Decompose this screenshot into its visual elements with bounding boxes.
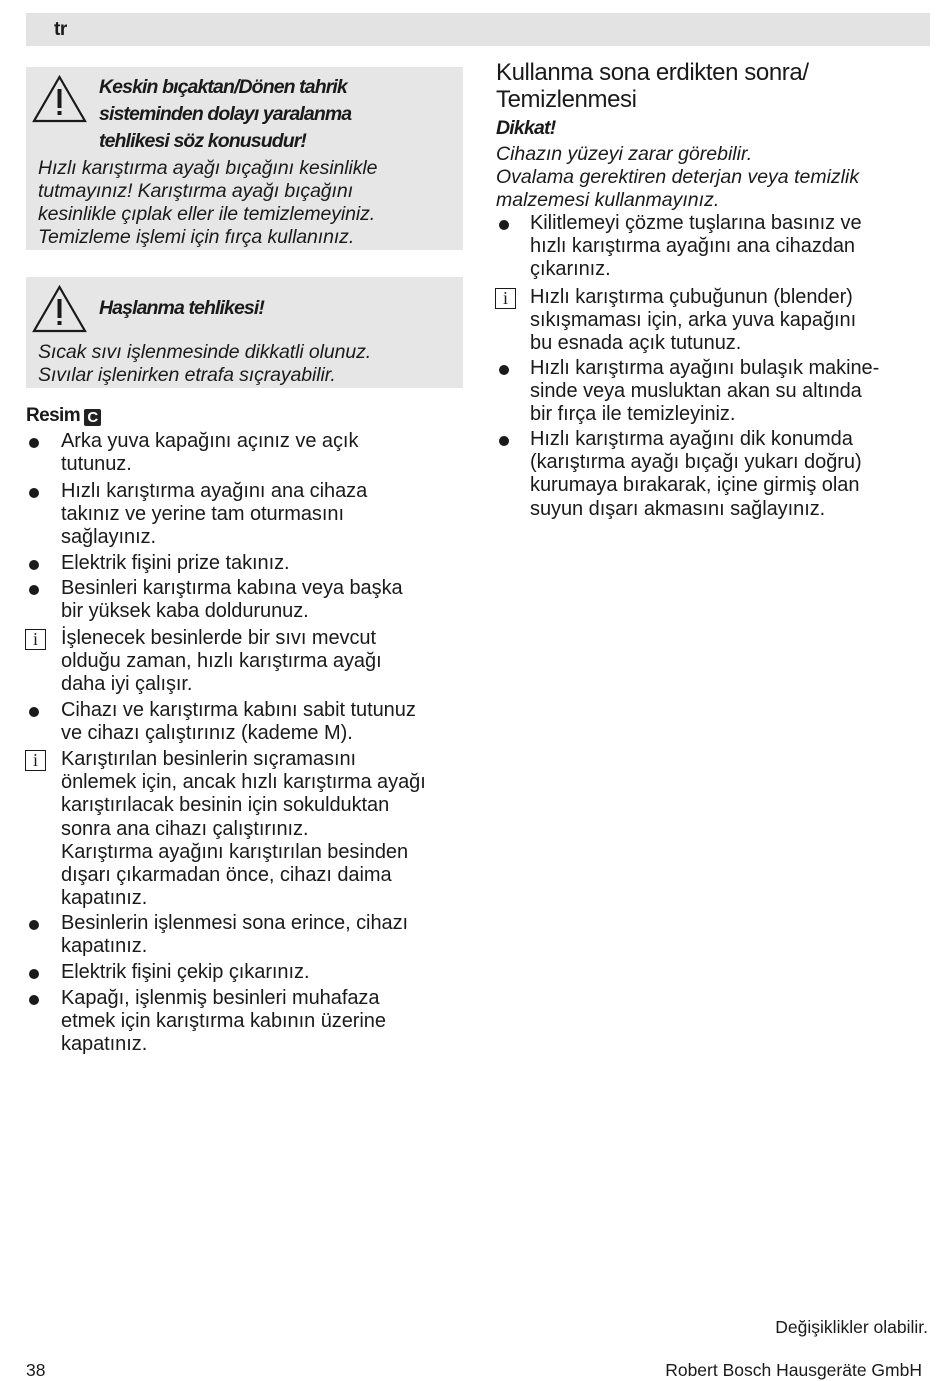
page-number: 38 <box>26 1360 46 1380</box>
bullet-marker <box>29 995 39 1005</box>
figure-label: Resim <box>26 405 81 426</box>
list-item: Kilitlemeyi çözme tuşlarına basınız ve hızlı karıştırma ayağını ana cihazdan çıkarınız. <box>530 212 862 281</box>
list-item: Arka yuva kapağını açınız ve açık tutunuz. <box>61 430 359 476</box>
caution-label: Dikkat! <box>496 117 556 139</box>
list-item: Hızlı karıştırma ayağını bulaşık makine- sinde veya musluktan akan su altında bir fırça ile temizleyiniz. <box>530 357 880 426</box>
list-item: Elektrik fişini çekip çıkarınız. <box>61 961 310 983</box>
warning-triangle-icon <box>32 75 87 123</box>
info-icon: i <box>25 629 46 650</box>
bullet-marker <box>499 220 509 230</box>
figure-letter-badge: C <box>84 409 101 426</box>
warning-text-scald: Sıcak sıvı işlenmesinde dikkatli olunuz. Sıvılar işlenirken etrafa sıçrayabilir. <box>38 341 372 386</box>
bullet-marker <box>29 585 39 595</box>
info-icon: i <box>495 288 516 309</box>
header-bar <box>26 13 930 46</box>
caution-text: Cihazın yüzeyi zarar görebilir. Ovalama gerektiren deterjan veya temizlik malzemesi kullanmayınız. <box>496 143 860 211</box>
list-item: Cihazı ve karıştırma kabını sabit tutunuz ve cihazı çalıştırınız (kademe M). <box>61 699 416 745</box>
list-item: Besinlerin işlenmesi sona erince, cihazı kapatınız. <box>61 912 409 958</box>
warning-title-scald: Haşlanma tehlikesi! <box>99 297 264 319</box>
list-item: Hızlı karıştırma ayağını ana cihaza takınız ve yerine tam oturmasını sağlayınız. <box>61 480 368 549</box>
bullet-marker <box>499 365 509 375</box>
warning-triangle-icon <box>32 285 87 333</box>
section-title: Kullanma sona erdikten sonra/ Temizlenmesi <box>496 59 809 113</box>
bullet-marker <box>29 560 39 570</box>
warning-title-blade: Keskin bıçaktan/Dönen tahrik sisteminden dolayı yaralanma tehlikesi söz konusudur! <box>99 76 352 152</box>
info-note: İşlenecek besinlerde bir sıvı mevcut olduğu zaman, hızlı karıştırma ayağı daha iyi çalışır. <box>61 627 382 696</box>
list-item: Elektrik fişini prize takınız. <box>61 552 290 574</box>
figure-reference <box>26 405 101 427</box>
bullet-marker <box>499 436 509 446</box>
list-item: Hızlı karıştırma ayağını dik konumda (karıştırma ayağı bıçağı yukarı doğru) kurumaya bırakarak, içine girmiş olan suyun dışarı akmasını sağlayınız. <box>530 428 862 520</box>
warning-text-blade: Hızlı karıştırma ayağı bıçağını kesinlikle tutmayınız! Karıştırma ayağı bıçağını kesinlikle çıplak eller ile temizlemeyiniz. Temizleme işlemi için fırça kullanınız. <box>38 157 378 248</box>
info-note: Karıştırılan besinlerin sıçramasını önlemek için, ancak hızlı karıştırma ayağı karıştırılacak besinin için sokulduktan sonra ana cihazı çalıştırınız. Karıştırma ayağını karıştırılan besinden dışarı çıkarmadan önce, cihazı daima kapatınız. <box>61 748 426 910</box>
bullet-marker <box>29 438 39 448</box>
info-note: Hızlı karıştırma çubuğunun (blender) sıkışmaması için, arka yuva kapağını bu esnada açık tutunuz. <box>530 286 857 355</box>
bullet-marker <box>29 969 39 979</box>
language-code: tr <box>54 19 67 40</box>
changes-note: Değişiklikler olabilir. <box>775 1317 928 1337</box>
list-item: Besinleri karıştırma kabına veya başka bir yüksek kaba doldurunuz. <box>61 577 403 623</box>
list-item: Kapağı, işlenmiş besinleri muhafaza etmek için karıştırma kabının üzerine kapatınız. <box>61 987 386 1056</box>
info-icon: i <box>25 750 46 771</box>
company-name: Robert Bosch Hausgeräte GmbH <box>665 1360 922 1380</box>
bullet-marker <box>29 707 39 717</box>
bullet-marker <box>29 920 39 930</box>
bullet-marker <box>29 488 39 498</box>
